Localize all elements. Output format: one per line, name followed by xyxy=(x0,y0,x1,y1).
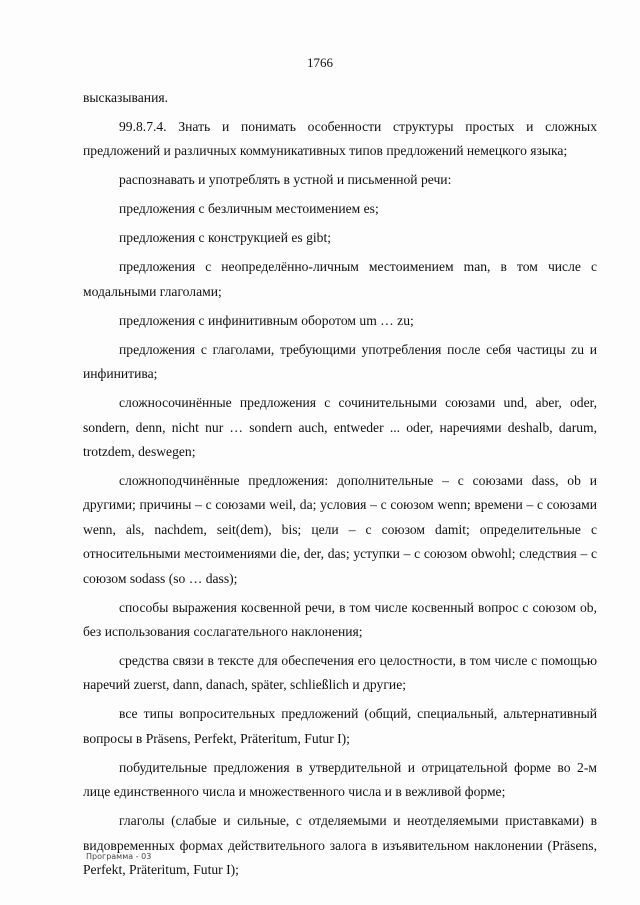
paragraph-intro: распознавать и употреблять в устной и письменной речи: xyxy=(119,172,452,188)
list-item: предложения с неопределённо-личным местоимением man, в том числе с модальными глаголами; xyxy=(83,259,597,299)
list-item: предложения с инфинитивным оборотом um … zu; xyxy=(119,312,414,328)
paragraph-section-heading: 99.8.7.4. Знать и понимать особенности структуры простых и сложных предложений и различных коммуникативных типов предложений немецкого языка; xyxy=(83,119,597,159)
list-item: сложноподчинённые предложения: дополнительные – с союзами dass, ob и другими; причины – с союзами weil, da; условия – с союзом wenn; времени – с союзами wenn, als, nachdem, seit(dem), bis; цели – с союзом damit; определительные с относительными местоимениями die, der, das; уступки – с союзом obwohl; следствия – с союзом sodass (so … dass); xyxy=(83,473,597,586)
list-item: способы выражения косвенной речи, в том числе косвенный вопрос с союзом ob, без использования сослагательного наклонения; xyxy=(83,599,597,640)
page-number: 1766 xyxy=(307,55,333,70)
list-item: средства связи в тексте для обеспечения его целостности, в том числе с помощью наречий zuerst, dann, danach, später, schließlich и другие; xyxy=(83,653,597,693)
list-item: сложносочинённые предложения с сочинительными союзами und, aber, oder, sondern, denn, nicht nur … sondern auch, entweder ... oder, наречиями deshalb, darum, trotzdem, deswegen; xyxy=(83,395,597,460)
list-item: предложения с конструкцией es gibt; xyxy=(119,230,332,246)
paragraph-continuation: высказывания. xyxy=(83,90,168,105)
footer-label: Программа - 03 xyxy=(86,852,152,861)
body-text xyxy=(83,86,597,887)
list-item: все типы вопросительных предложений (общий, специальный, альтернативный вопросы в Präsens, Perfekt, Präteritum, Futur I); xyxy=(83,706,597,746)
list-item: предложения с глаголами, требующими употребления после себя частицы zu и инфинитива; xyxy=(83,341,597,382)
list-item: глаголы (слабые и сильные, с отделяемыми и неотделяемыми приставками) в видовременных формах действительного залога в изъявительном наклонении (Präsens, Perfekt, Präteritum, Futur I); xyxy=(83,813,597,878)
list-item: побудительные предложения в утвердительной и отрицательной форме во 2-м лице единственного числа и множественного числа и в вежливой форме; xyxy=(83,759,597,800)
list-item: предложения с безличным местоимением es; xyxy=(119,201,379,217)
